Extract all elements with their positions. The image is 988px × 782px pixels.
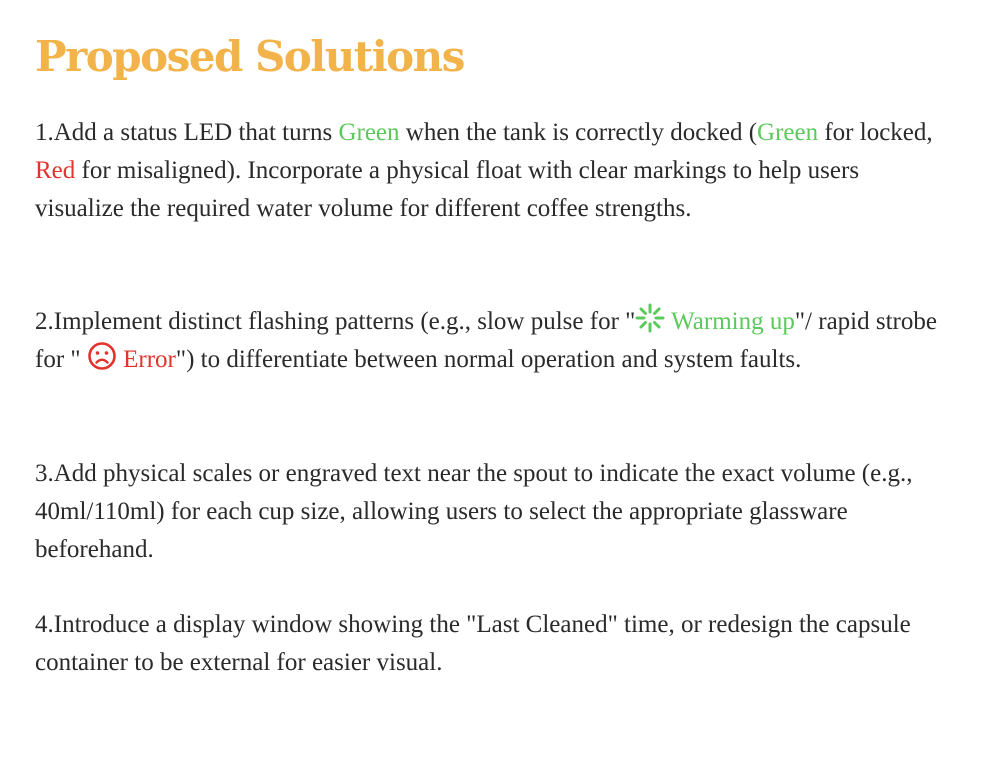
solution-item-3: 3.Add physical scales or engraved text near the spout to indicate the exact volume (e.g., 40ml/110ml) for each cup size, allowing users to select the appropriate glassware beforehand.: [35, 460, 913, 563]
item-1-text-part: when the tank is correctly docked (: [399, 119, 758, 146]
item-1-text-part: 1.Add a status LED that turns: [35, 119, 339, 146]
sad-face-icon: [87, 341, 117, 371]
page-title: Proposed Solutions: [35, 32, 464, 81]
item-2-text-part: "/ rapid strobe for ": [35, 308, 937, 373]
item-1-text-part: for locked,: [818, 119, 933, 146]
loading-spinner-icon: [635, 303, 665, 333]
solution-item-2: [35, 303, 940, 379]
item-2-text-part: 2.Implement distinct flashing patterns (e.g., slow pulse for ": [35, 308, 636, 335]
warming-up-label: Warming up: [665, 308, 795, 335]
green-keyword: Green: [757, 119, 819, 146]
item-1-text-part: for misaligned). Incorporate a physical float with clear markings to help users visualize the required water volume for different coffee strengths.: [35, 157, 860, 222]
item-2-text-part: ") to differentiate between normal operation and system faults.: [175, 346, 802, 373]
error-label: Error: [116, 346, 176, 373]
solution-item-4: 4.Introduce a display window showing the "Last Cleaned" time, or redesign the capsule container to be external for easier visual.: [35, 611, 911, 676]
red-keyword: Red: [35, 157, 76, 184]
solution-item-1: [35, 114, 940, 228]
green-keyword: Green: [338, 119, 400, 146]
